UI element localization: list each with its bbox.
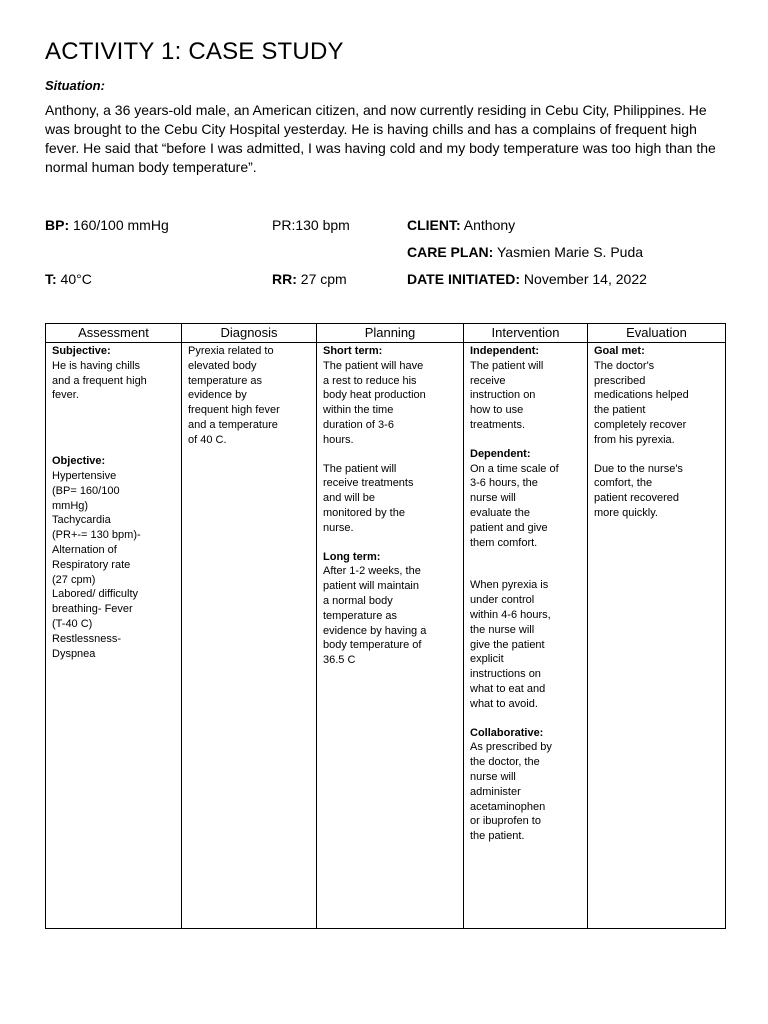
bp-label: BP: xyxy=(45,217,70,233)
client-label: CLIENT: xyxy=(407,217,461,233)
evaluation-cell xyxy=(588,343,726,929)
planning-cell xyxy=(317,343,464,929)
vital-rr xyxy=(272,271,347,287)
rr-label: RR: xyxy=(272,271,297,287)
situation-paragraph: Anthony, a 36 years-old male, an American citizen, and now currently residing in Cebu City, Philippines. He was brought to the Cebu City Hospital yesterday. He is having chills and has a complains of frequent high fever. He said that “before I was admitted, I was having cold and my body temperature was too high than the normal human body temperature”. xyxy=(45,102,716,175)
diagnosis-text: Pyrexia related to elevated body temperature as evidence by frequent high fever and a temperature of 40 C. xyxy=(188,345,280,446)
intervention-cell xyxy=(464,343,588,929)
assessment-cell xyxy=(46,343,182,929)
independent-text: The patient will receive instruction on how to use treatments. xyxy=(470,359,544,431)
t-value: 40°C xyxy=(56,271,92,287)
care-plan-table xyxy=(45,323,726,929)
objective-label: Objective: xyxy=(52,455,106,468)
long-term-text: After 1-2 weeks, the patient will maintain a normal body temperature as evidence by having a body temperature of 36.5 C xyxy=(323,565,427,667)
header-planning: Planning xyxy=(317,324,464,343)
client-value: Anthony xyxy=(460,217,516,233)
independent-label: Independent: xyxy=(470,345,540,357)
vital-pr xyxy=(272,217,350,233)
short-term-text-1: The patient will have a rest to reduce his body heat production within the time duration of 3-6 hours. xyxy=(323,359,426,446)
short-term-text-2: The patient will receive treatments and will be monitored by the nurse. xyxy=(323,462,414,534)
objective-text: Hypertensive (BP= 160/100 mmHg) Tachycardia (PR+-= 130 bpm)- Alternation of Respiratory rate (27 cpm) Labored/ difficulty breathing- Fever (T-40 C) Restlessness- Dyspnea xyxy=(52,469,141,660)
dependent-text-2: When pyrexia is under control within 4-6 hours, the nurse will give the patient explicit instructions on what to eat and what to avoid. xyxy=(470,579,551,710)
short-term-label: Short term: xyxy=(323,345,383,357)
header-assessment: Assessment xyxy=(46,324,182,343)
care-plan-label: CARE PLAN: xyxy=(407,244,494,260)
header-intervention: Intervention xyxy=(464,324,588,343)
situation-label: Situation: xyxy=(45,78,105,93)
subjective-text: He is having chills and a frequent high fever. xyxy=(52,359,147,402)
goal-met-text-2: Due to the nurse's comfort, the patient recovered more quickly. xyxy=(594,462,683,519)
subjective-label: Subjective: xyxy=(52,345,111,357)
pr-text: PR:130 bpm xyxy=(272,217,350,233)
bp-value: 160/100 mmHg xyxy=(69,217,169,233)
rr-value: 27 cpm xyxy=(296,271,347,287)
long-term-label: Long term: xyxy=(323,550,381,563)
goal-met-label: Goal met: xyxy=(594,345,645,357)
collaborative-label: Collaborative: xyxy=(470,726,544,739)
care-plan-field xyxy=(407,244,643,260)
dependent-text-1: On a time scale of 3-6 hours, the nurse will evaluate the patient and give them comfort. xyxy=(470,462,559,549)
vital-temperature xyxy=(45,271,92,287)
t-label: T: xyxy=(45,271,57,287)
dependent-label: Dependent: xyxy=(470,447,531,460)
diagnosis-cell xyxy=(182,343,317,929)
table-row xyxy=(46,343,726,929)
collaborative-text: As prescribed by the doctor, the nurse will administer acetaminophen or ibuprofen to the patient. xyxy=(470,741,552,843)
date-value: November 14, 2022 xyxy=(520,271,647,287)
header-evaluation: Evaluation xyxy=(588,324,726,343)
header-diagnosis: Diagnosis xyxy=(182,324,317,343)
care-plan-value: Yasmien Marie S. Puda xyxy=(493,244,644,260)
date-initiated-field xyxy=(407,271,647,287)
goal-met-text-1: The doctor's prescribed medications helped the patient completely recover from his pyrexia. xyxy=(594,359,689,446)
page-title: ACTIVITY 1: CASE STUDY xyxy=(45,38,344,65)
date-label: DATE INITIATED: xyxy=(407,271,521,287)
table-header-row xyxy=(46,324,726,343)
client-field xyxy=(407,217,515,233)
vital-bp xyxy=(45,217,169,233)
